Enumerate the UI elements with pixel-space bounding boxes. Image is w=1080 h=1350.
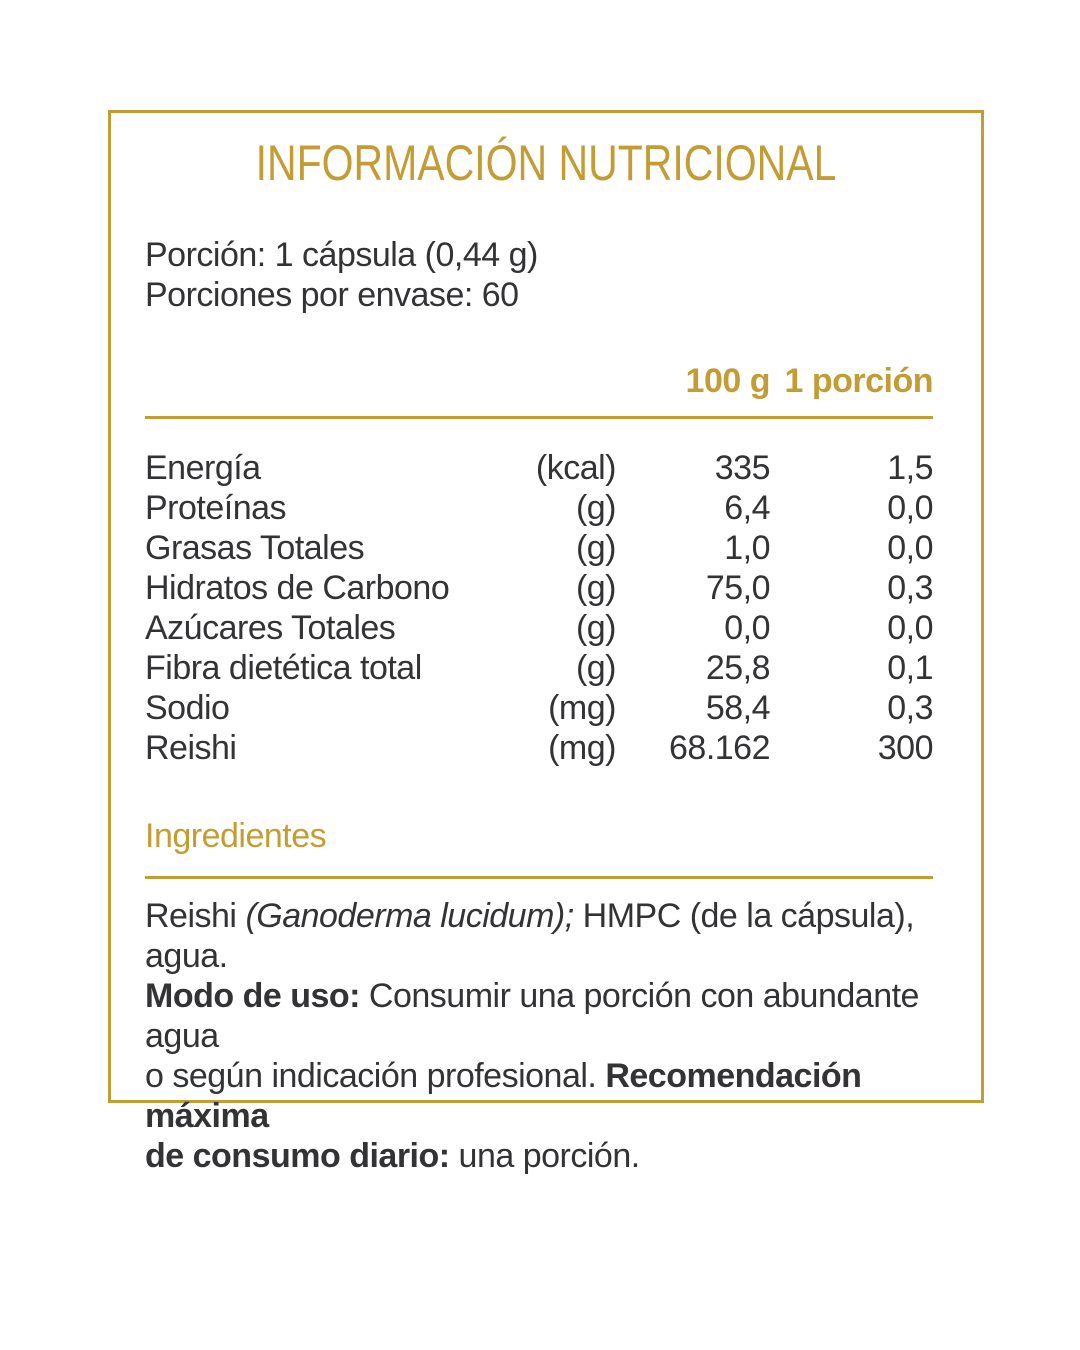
row-nutrient-name: Azúcares Totales	[145, 609, 396, 647]
serving-info	[145, 235, 538, 315]
usage-paragraph-segment: Recomendación máxima	[145, 1057, 862, 1135]
row-value-100g: 0,0	[724, 609, 770, 647]
column-header-row	[145, 361, 933, 401]
usage-paragraph-line	[145, 896, 981, 976]
row-nutrient-name: Proteínas	[145, 489, 287, 527]
divider-rule-ingredients	[145, 876, 933, 879]
row-nutrient-name: Hidratos de Carbono	[145, 569, 450, 607]
usage-paragraph-line	[145, 976, 981, 1056]
divider-rule-top	[145, 416, 933, 419]
row-unit: (g)	[575, 489, 616, 527]
row-unit: (g)	[575, 609, 616, 647]
row-value-portion: 300	[877, 729, 933, 767]
ingredients-heading: Ingredientes	[145, 817, 327, 855]
column-header-100g: 100 g	[685, 362, 770, 400]
row-nutrient-name: Energía	[145, 449, 261, 487]
usage-paragraph-segment: de consumo diario:	[145, 1137, 450, 1175]
usage-paragraph-segment: una porción.	[449, 1137, 640, 1175]
column-header-spacer	[145, 361, 475, 401]
usage-paragraph-segment: HMPC (de la cápsula), agua.	[145, 897, 915, 975]
usage-paragraph-segment: Reishi	[145, 897, 246, 935]
usage-paragraph-segment: Modo de uso:	[145, 977, 360, 1015]
usage-paragraph-line	[145, 1136, 981, 1176]
column-header-spacer	[475, 361, 616, 401]
row-value-portion: 0,3	[887, 569, 933, 607]
row-value-100g: 6,4	[724, 489, 770, 527]
usage-paragraph-segment: o según indicación profesional.	[145, 1057, 606, 1095]
usage-paragraph-line	[145, 1056, 981, 1136]
row-unit: (mg)	[548, 689, 616, 727]
row-value-portion: 0,0	[887, 609, 933, 647]
column-header-portion: 1 porción	[784, 362, 933, 400]
row-value-portion: 0,0	[887, 529, 933, 567]
nutrition-table-rows	[145, 448, 933, 768]
row-value-portion: 0,0	[887, 489, 933, 527]
usage-paragraph	[145, 896, 981, 1176]
row-value-100g: 25,8	[705, 649, 770, 687]
row-unit: (g)	[575, 529, 616, 567]
row-value-100g: 58,4	[705, 689, 770, 727]
row-value-100g: 335	[714, 449, 770, 487]
row-value-portion: 0,3	[887, 689, 933, 727]
row-value-100g: 1,0	[724, 529, 770, 567]
servings-per-container-line: Porciones por envase: 60	[145, 276, 519, 314]
row-unit: (g)	[575, 569, 616, 607]
row-nutrient-name: Sodio	[145, 689, 230, 727]
row-value-portion: 1,5	[887, 449, 933, 487]
row-unit: (g)	[575, 649, 616, 687]
row-nutrient-name: Grasas Totales	[145, 529, 365, 567]
nutrition-table	[145, 361, 933, 768]
row-nutrient-name: Reishi	[145, 729, 237, 767]
row-value-portion: 0,1	[887, 649, 933, 687]
row-nutrient-name: Fibra dietética total	[145, 649, 422, 687]
row-unit: (mg)	[548, 729, 616, 767]
usage-paragraph-segment: Consumir una porción con abundante agua	[145, 977, 919, 1055]
row-value-100g: 75,0	[705, 569, 770, 607]
nutrition-label-box	[108, 110, 984, 1175]
row-value-100g: 68.162	[669, 729, 770, 767]
usage-paragraph-segment: (Ganoderma lucidum);	[245, 897, 574, 935]
row-unit: (kcal)	[535, 449, 616, 487]
serving-size-line: Porción: 1 cápsula (0,44 g)	[145, 236, 538, 274]
nutrition-label-title: INFORMACIÓN NUTRICIONAL	[255, 135, 837, 191]
